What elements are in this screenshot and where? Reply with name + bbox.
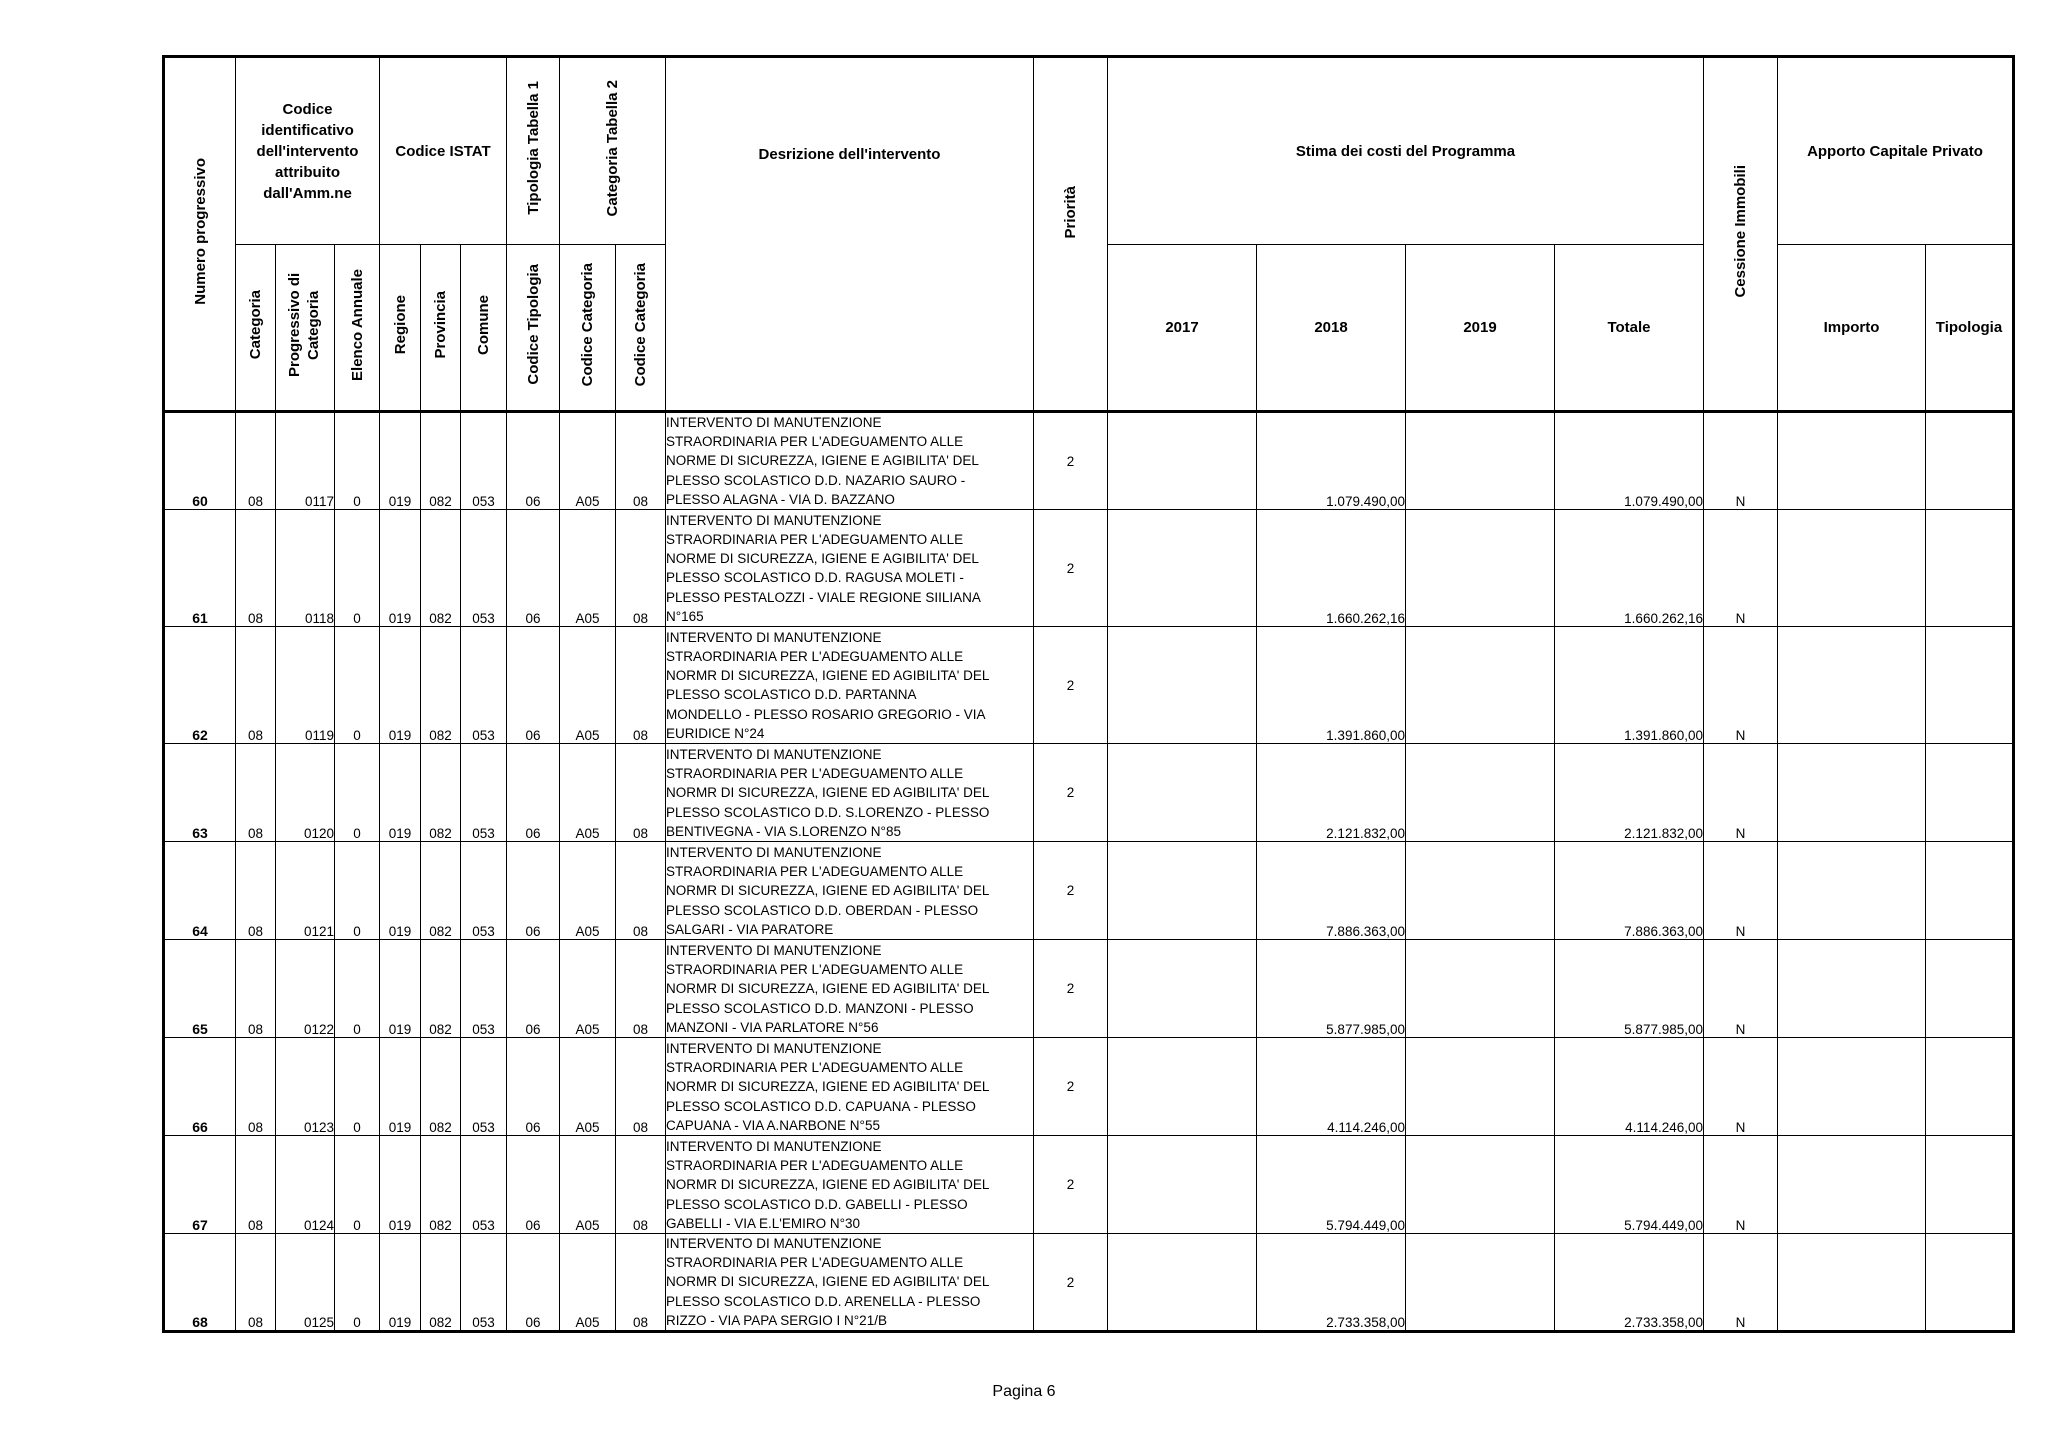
priorita-cell: 2: [1034, 744, 1108, 842]
comune-cell: 053: [461, 842, 507, 940]
codice-categoria-2-cell: 08: [616, 510, 666, 627]
tipologia-apporto-cell: [1926, 940, 2014, 1038]
header-codice-identificativo: Codice identificativo dell'intervento attribuito dall'Amm.ne: [236, 57, 380, 245]
descrizione-line: NORMR DI SICUREZZA, IGIENE ED AGIBILITA' DEL: [666, 981, 990, 997]
header-tipologia-tabella1: Tipologia Tabella 1: [507, 57, 560, 245]
cessione-immobili-cell: N: [1704, 510, 1778, 627]
importo-cell: [1778, 842, 1926, 940]
header-2018: 2018: [1257, 245, 1406, 412]
provincia-cell: 082: [421, 1234, 461, 1332]
descrizione-cell: [666, 412, 1034, 510]
descrizione-line: NORMR DI SICUREZZA, IGIENE ED AGIBILITA' DEL: [666, 668, 990, 684]
descrizione-line: STRAORDINARIA PER L'ADEGUAMENTO ALLE: [666, 1060, 964, 1076]
cessione-immobili-cell: N: [1704, 1038, 1778, 1136]
descrizione-line: PLESSO PESTALOZZI - VIALE REGIONE SIILIANA: [666, 589, 981, 605]
costo-2017-cell: [1108, 744, 1257, 842]
totale-cell: 2.121.832,00: [1555, 744, 1704, 842]
tipologia-apporto-cell: [1926, 627, 2014, 744]
elenco-annuale-cell: 0: [335, 940, 380, 1038]
regione-cell: 019: [380, 1136, 421, 1234]
codice-categoria-1-cell: A05: [560, 412, 616, 510]
costo-2019-cell: [1406, 940, 1555, 1038]
descrizione-cell: [666, 510, 1034, 627]
descrizione-line: INTERVENTO DI MANUTENZIONE: [666, 1041, 882, 1056]
descrizione-line: STRAORDINARIA PER L'ADEGUAMENTO ALLE: [666, 434, 964, 450]
header-2017: 2017: [1108, 245, 1257, 412]
totale-cell: 1.079.490,00: [1555, 412, 1704, 510]
descrizione-line: STRAORDINARIA PER L'ADEGUAMENTO ALLE: [666, 864, 964, 880]
elenco-annuale-cell: 0: [335, 1038, 380, 1136]
programma-table: [162, 55, 2015, 1333]
codice-categoria-1-cell: A05: [560, 510, 616, 627]
codice-categoria-2-cell: 08: [616, 1136, 666, 1234]
numero-progressivo-cell: 61: [164, 510, 236, 627]
header-regione: Regione: [380, 245, 421, 412]
tipologia-apporto-cell: [1926, 510, 2014, 627]
regione-cell: 019: [380, 1038, 421, 1136]
tipologia-apporto-cell: [1926, 744, 2014, 842]
categoria-cell: 08: [236, 940, 276, 1038]
costo-2017-cell: [1108, 627, 1257, 744]
categoria-cell: 08: [236, 627, 276, 744]
header-codice-tipologia: Codice Tipologia: [507, 245, 560, 412]
priorita-cell: 2: [1034, 412, 1108, 510]
descrizione-line: STRAORDINARIA PER L'ADEGUAMENTO ALLE: [666, 532, 964, 547]
regione-cell: 019: [380, 842, 421, 940]
header-tipologia: Tipologia: [1926, 245, 2014, 412]
table-row: [164, 412, 2014, 510]
cessione-immobili-cell: N: [1704, 1234, 1778, 1332]
progressivo-categoria-cell: 0125: [276, 1234, 335, 1332]
costo-2018-cell: 5.877.985,00: [1257, 940, 1406, 1038]
codice-categoria-1-cell: A05: [560, 1038, 616, 1136]
elenco-annuale-cell: 0: [335, 510, 380, 627]
tipologia-apporto-cell: [1926, 842, 2014, 940]
descrizione-line: SALGARI - VIA PARATORE: [666, 921, 834, 937]
regione-cell: 019: [380, 744, 421, 842]
comune-cell: 053: [461, 940, 507, 1038]
descrizione-line: N°165: [666, 608, 704, 624]
header-comune: Comune: [461, 245, 507, 412]
costo-2019-cell: [1406, 842, 1555, 940]
codice-tipologia-cell: 06: [507, 842, 560, 940]
priorita-cell: 2: [1034, 627, 1108, 744]
table-row: [164, 842, 2014, 940]
header-codice-istat: Codice ISTAT: [380, 57, 507, 245]
costo-2017-cell: [1108, 1038, 1257, 1136]
provincia-cell: 082: [421, 412, 461, 510]
descrizione-line: NORMR DI SICUREZZA, IGIENE ED AGIBILITA' DEL: [666, 883, 990, 899]
table-row: [164, 627, 2014, 744]
descrizione-line: STRAORDINARIA PER L'ADEGUAMENTO ALLE: [666, 962, 964, 978]
comune-cell: 053: [461, 1136, 507, 1234]
header-elenco-annuale: Elenco Annuale: [335, 245, 380, 412]
progressivo-categoria-cell: 0122: [276, 940, 335, 1038]
elenco-annuale-cell: 0: [335, 1234, 380, 1332]
numero-progressivo-cell: 63: [164, 744, 236, 842]
header-totale: Totale: [1555, 245, 1704, 412]
codice-categoria-2-cell: 08: [616, 1234, 666, 1332]
costo-2017-cell: [1108, 1234, 1257, 1332]
progressivo-categoria-cell: 0124: [276, 1136, 335, 1234]
categoria-cell: 08: [236, 1038, 276, 1136]
table-row: [164, 1234, 2014, 1332]
header-codice-categoria-2: Codice Categoria: [616, 245, 666, 412]
header-importo: Importo: [1778, 245, 1926, 412]
descrizione-line: NORMR DI SICUREZZA, IGIENE ED AGIBILITA' DEL: [666, 1079, 990, 1095]
regione-cell: 019: [380, 1234, 421, 1332]
descrizione-line: STRAORDINARIA PER L'ADEGUAMENTO ALLE: [666, 649, 964, 664]
codice-tipologia-cell: 06: [507, 940, 560, 1038]
codice-categoria-2-cell: 08: [616, 412, 666, 510]
descrizione-line: NORME DI SICUREZZA, IGIENE E AGIBILITA' DEL: [666, 551, 979, 567]
costo-2018-cell: 1.079.490,00: [1257, 412, 1406, 510]
importo-cell: [1778, 744, 1926, 842]
comune-cell: 053: [461, 1038, 507, 1136]
totale-cell: 1.391.860,00: [1555, 627, 1704, 744]
descrizione-line: PLESSO SCOLASTICO D.D. NAZARIO SAURO -: [666, 472, 966, 488]
provincia-cell: 082: [421, 940, 461, 1038]
descrizione-line: NORMR DI SICUREZZA, IGIENE ED AGIBILITA' DEL: [666, 1274, 990, 1290]
header-codice-categoria-1: Codice Categoria: [560, 245, 616, 412]
descrizione-line: INTERVENTO DI MANUTENZIONE: [666, 415, 882, 430]
cessione-immobili-cell: N: [1704, 842, 1778, 940]
priorita-cell: 2: [1034, 842, 1108, 940]
descrizione-cell: [666, 627, 1034, 744]
priorita-cell: 2: [1034, 940, 1108, 1038]
descrizione-line: EURIDICE N°24: [666, 725, 765, 741]
tipologia-apporto-cell: [1926, 1136, 2014, 1234]
descrizione-cell: [666, 842, 1034, 940]
codice-categoria-2-cell: 08: [616, 1038, 666, 1136]
numero-progressivo-cell: 64: [164, 842, 236, 940]
descrizione-line: CAPUANA - VIA A.NARBONE N°55: [666, 1117, 880, 1133]
table-row: [164, 1136, 2014, 1234]
header-progressivo-categoria: Progressivo di Categoria: [276, 245, 335, 412]
descrizione-line: NORME DI SICUREZZA, IGIENE E AGIBILITA' DEL: [666, 453, 979, 469]
priorita-cell: 2: [1034, 510, 1108, 627]
descrizione-line: PLESSO SCOLASTICO D.D. PARTANNA: [666, 687, 917, 703]
descrizione-line: INTERVENTO DI MANUTENZIONE: [666, 845, 882, 860]
descrizione-line: INTERVENTO DI MANUTENZIONE: [666, 943, 882, 958]
tipologia-apporto-cell: [1926, 1234, 2014, 1332]
progressivo-categoria-cell: 0121: [276, 842, 335, 940]
header-categoria-tabella2: Categoria Tabella 2: [560, 57, 666, 245]
costo-2019-cell: [1406, 1136, 1555, 1234]
totale-cell: 2.733.358,00: [1555, 1234, 1704, 1332]
header-2019: 2019: [1406, 245, 1555, 412]
priorita-cell: 2: [1034, 1136, 1108, 1234]
descrizione-line: PLESSO ALAGNA - VIA D. BAZZANO: [666, 491, 895, 507]
elenco-annuale-cell: 0: [335, 1136, 380, 1234]
descrizione-line: MONDELLO - PLESSO ROSARIO GREGORIO - VIA: [666, 706, 986, 722]
codice-categoria-1-cell: A05: [560, 627, 616, 744]
totale-cell: 4.114.246,00: [1555, 1038, 1704, 1136]
descrizione-line: BENTIVEGNA - VIA S.LORENZO N°85: [666, 823, 901, 839]
table-row: [164, 940, 2014, 1038]
codice-tipologia-cell: 06: [507, 510, 560, 627]
descrizione-line: STRAORDINARIA PER L'ADEGUAMENTO ALLE: [666, 1158, 964, 1174]
totale-cell: 5.794.449,00: [1555, 1136, 1704, 1234]
importo-cell: [1778, 1234, 1926, 1332]
descrizione-line: PLESSO SCOLASTICO D.D. ARENELLA - PLESSO: [666, 1293, 981, 1309]
page-footer: Pagina 6: [992, 1383, 1056, 1400]
provincia-cell: 082: [421, 510, 461, 627]
descrizione-line: RIZZO - VIA PAPA SERGIO I N°21/B: [666, 1312, 887, 1328]
codice-categoria-2-cell: 08: [616, 940, 666, 1038]
codice-categoria-1-cell: A05: [560, 744, 616, 842]
costo-2019-cell: [1406, 627, 1555, 744]
categoria-cell: 08: [236, 412, 276, 510]
descrizione-line: NORMR DI SICUREZZA, IGIENE ED AGIBILITA' DEL: [666, 1177, 990, 1193]
costo-2017-cell: [1108, 412, 1257, 510]
numero-progressivo-cell: 65: [164, 940, 236, 1038]
costo-2019-cell: [1406, 1038, 1555, 1136]
codice-categoria-1-cell: A05: [560, 1136, 616, 1234]
importo-cell: [1778, 510, 1926, 627]
comune-cell: 053: [461, 1234, 507, 1332]
cessione-immobili-cell: N: [1704, 940, 1778, 1038]
costo-2018-cell: 1.391.860,00: [1257, 627, 1406, 744]
provincia-cell: 082: [421, 627, 461, 744]
table-body: [164, 412, 2014, 1332]
categoria-cell: 08: [236, 1234, 276, 1332]
progressivo-categoria-cell: 0118: [276, 510, 335, 627]
codice-tipologia-cell: 06: [507, 1038, 560, 1136]
descrizione-line: NORMR DI SICUREZZA, IGIENE ED AGIBILITA' DEL: [666, 785, 990, 801]
codice-tipologia-cell: 06: [507, 627, 560, 744]
header-cessione-immobili: Cessione Immobili: [1704, 57, 1778, 412]
costo-2018-cell: 1.660.262,16: [1257, 510, 1406, 627]
numero-progressivo-cell: 60: [164, 412, 236, 510]
numero-progressivo-cell: 67: [164, 1136, 236, 1234]
comune-cell: 053: [461, 627, 507, 744]
priorita-cell: 2: [1034, 1038, 1108, 1136]
cessione-immobili-cell: N: [1704, 744, 1778, 842]
tipologia-apporto-cell: [1926, 1038, 2014, 1136]
table-row: [164, 744, 2014, 842]
costo-2019-cell: [1406, 412, 1555, 510]
descrizione-cell: [666, 1038, 1034, 1136]
header-priorita: Priorità: [1034, 57, 1108, 412]
importo-cell: [1778, 940, 1926, 1038]
categoria-cell: 08: [236, 510, 276, 627]
regione-cell: 019: [380, 940, 421, 1038]
costo-2019-cell: [1406, 1234, 1555, 1332]
descrizione-cell: [666, 940, 1034, 1038]
descrizione-cell: [666, 744, 1034, 842]
descrizione-cell: [666, 1136, 1034, 1234]
codice-categoria-1-cell: A05: [560, 1234, 616, 1332]
descrizione-line: PLESSO SCOLASTICO D.D. S.LORENZO - PLESSO: [666, 804, 990, 820]
totale-cell: 1.660.262,16: [1555, 510, 1704, 627]
codice-categoria-2-cell: 08: [616, 627, 666, 744]
provincia-cell: 082: [421, 1136, 461, 1234]
costo-2017-cell: [1108, 940, 1257, 1038]
header-numero-progressivo: Numero progressivo: [164, 57, 236, 412]
elenco-annuale-cell: 0: [335, 412, 380, 510]
numero-progressivo-cell: 62: [164, 627, 236, 744]
codice-tipologia-cell: 06: [507, 412, 560, 510]
provincia-cell: 082: [421, 842, 461, 940]
cessione-immobili-cell: N: [1704, 412, 1778, 510]
numero-progressivo-cell: 66: [164, 1038, 236, 1136]
header-provincia: Provincia: [421, 245, 461, 412]
costo-2017-cell: [1108, 1136, 1257, 1234]
codice-tipologia-cell: 06: [507, 744, 560, 842]
totale-cell: 7.886.363,00: [1555, 842, 1704, 940]
table-row: [164, 510, 2014, 627]
descrizione-line: MANZONI - VIA PARLATORE N°56: [666, 1019, 879, 1035]
categoria-cell: 08: [236, 744, 276, 842]
regione-cell: 019: [380, 627, 421, 744]
costo-2017-cell: [1108, 510, 1257, 627]
progressivo-categoria-cell: 0117: [276, 412, 335, 510]
descrizione-line: INTERVENTO DI MANUTENZIONE: [666, 1236, 882, 1252]
comune-cell: 053: [461, 510, 507, 627]
costo-2018-cell: 7.886.363,00: [1257, 842, 1406, 940]
totale-cell: 5.877.985,00: [1555, 940, 1704, 1038]
descrizione-line: INTERVENTO DI MANUTENZIONE: [666, 747, 882, 762]
codice-categoria-2-cell: 08: [616, 744, 666, 842]
costo-2018-cell: 2.733.358,00: [1257, 1234, 1406, 1332]
descrizione-line: INTERVENTO DI MANUTENZIONE: [666, 512, 882, 528]
categoria-cell: 08: [236, 1136, 276, 1234]
elenco-annuale-cell: 0: [335, 627, 380, 744]
cessione-immobili-cell: N: [1704, 627, 1778, 744]
descrizione-line: PLESSO SCOLASTICO D.D. GABELLI - PLESSO: [666, 1196, 968, 1212]
progressivo-categoria-cell: 0123: [276, 1038, 335, 1136]
priorita-cell: 2: [1034, 1234, 1108, 1332]
progressivo-categoria-cell: 0119: [276, 627, 335, 744]
header-stima-costi: Stima dei costi del Programma: [1108, 57, 1704, 245]
descrizione-line: PLESSO SCOLASTICO D.D. RAGUSA MOLETI -: [666, 570, 964, 586]
codice-categoria-1-cell: A05: [560, 842, 616, 940]
comune-cell: 053: [461, 744, 507, 842]
costo-2018-cell: 2.121.832,00: [1257, 744, 1406, 842]
header-categoria: Categoria: [236, 245, 276, 412]
descrizione-line: PLESSO SCOLASTICO D.D. MANZONI - PLESSO: [666, 1000, 974, 1016]
header-apporto-capitale: Apporto Capitale Privato: [1778, 57, 2014, 245]
costo-2019-cell: [1406, 744, 1555, 842]
descrizione-line: GABELLI - VIA E.L'EMIRO N°30: [666, 1215, 861, 1231]
importo-cell: [1778, 1038, 1926, 1136]
descrizione-cell: [666, 1234, 1034, 1332]
importo-cell: [1778, 627, 1926, 744]
descrizione-line: PLESSO SCOLASTICO D.D. OBERDAN - PLESSO: [666, 902, 979, 918]
tipologia-apporto-cell: [1926, 412, 2014, 510]
regione-cell: 019: [380, 412, 421, 510]
importo-cell: [1778, 412, 1926, 510]
cessione-immobili-cell: N: [1704, 1136, 1778, 1234]
codice-tipologia-cell: 06: [507, 1136, 560, 1234]
categoria-cell: 08: [236, 842, 276, 940]
importo-cell: [1778, 1136, 1926, 1234]
provincia-cell: 082: [421, 744, 461, 842]
descrizione-line: STRAORDINARIA PER L'ADEGUAMENTO ALLE: [666, 766, 964, 782]
descrizione-line: INTERVENTO DI MANUTENZIONE: [666, 629, 882, 645]
elenco-annuale-cell: 0: [335, 744, 380, 842]
codice-categoria-2-cell: 08: [616, 842, 666, 940]
descrizione-line: PLESSO SCOLASTICO D.D. CAPUANA - PLESSO: [666, 1098, 976, 1114]
codice-tipologia-cell: 06: [507, 1234, 560, 1332]
provincia-cell: 082: [421, 1038, 461, 1136]
costo-2019-cell: [1406, 510, 1555, 627]
elenco-annuale-cell: 0: [335, 842, 380, 940]
table-row: [164, 1038, 2014, 1136]
numero-progressivo-cell: 68: [164, 1234, 236, 1332]
costo-2017-cell: [1108, 842, 1257, 940]
costo-2018-cell: 5.794.449,00: [1257, 1136, 1406, 1234]
header-descrizione: Desrizione dell'intervento: [666, 57, 1034, 412]
comune-cell: 053: [461, 412, 507, 510]
regione-cell: 019: [380, 510, 421, 627]
descrizione-line: STRAORDINARIA PER L'ADEGUAMENTO ALLE: [666, 1255, 964, 1271]
descrizione-line: INTERVENTO DI MANUTENZIONE: [666, 1139, 882, 1154]
codice-categoria-1-cell: A05: [560, 940, 616, 1038]
progressivo-categoria-cell: 0120: [276, 744, 335, 842]
costo-2018-cell: 4.114.246,00: [1257, 1038, 1406, 1136]
